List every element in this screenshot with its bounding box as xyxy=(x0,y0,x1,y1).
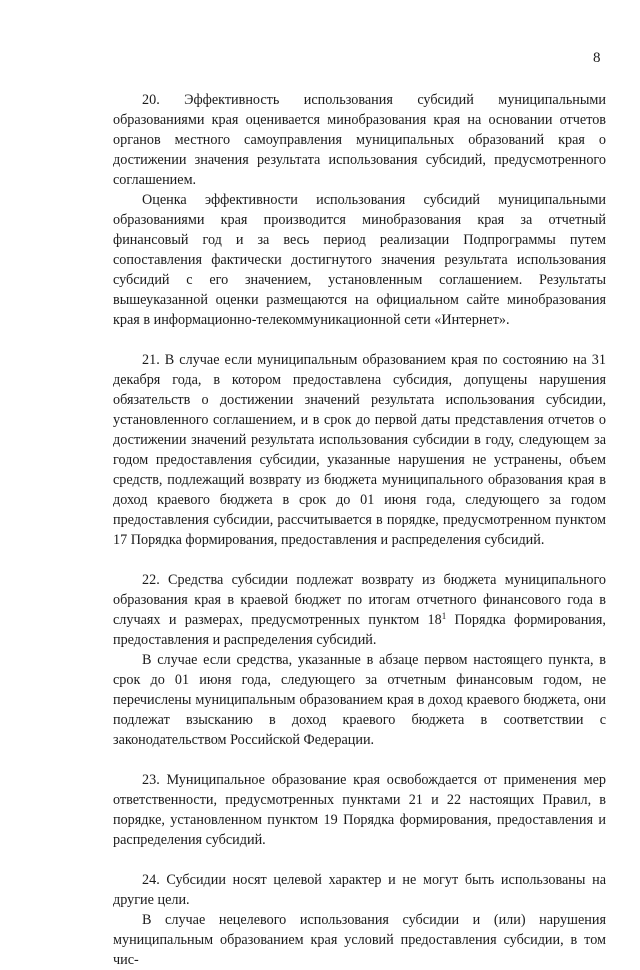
superscript-index: 1 xyxy=(441,611,447,621)
paragraph-21-violations: 21. В случае если муниципальным образованием края по состоянию на 31 декабря года, в котором предоставлена субсидия, допущены нарушения обязательств о достижении значений результата использования субсидии, установленного соглашением, и в срок до первой даты представления отчетов о достижении значений результата использования субсидии в году, следующем за годом предоставления субсидии, указанные нарушения не устранены, объем средств, подлежащий возврату из бюджета муниципального образования края в доход краевого бюджета в срок до 01 июня года, следующего за годом предоставления субсидии, рассчитывается в порядке, предусмотренном пунктом 17 Порядка формирования, предоставления и распределения субсидий. xyxy=(113,352,606,548)
paragraph-20-evaluation: Оценка эффективности использования субсидий муниципальными образованиями края производится минобразования края за отчетный финансовый год и за весь период реализации Подпрограммы путем сопоставления фактически достигнутого значения результата использования субсидий с его значением, установленным соглашением. Результаты вышеуказанной оценки размещаются на официальном сайте минобразования края в информационно-телекоммуникационной сети «Интернет». xyxy=(113,192,606,328)
document-body xyxy=(113,90,606,970)
paragraph-24-purpose: 24. Субсидии носят целевой характер и не могут быть использованы на другие цели. xyxy=(113,872,606,908)
paragraph-22-text-end: Порядка формирования, предоставления и распределения субсидий. xyxy=(113,612,606,648)
paragraph-gap xyxy=(113,330,606,350)
paragraph-24-misuse: В случае нецелевого использования субсидии и (или) нарушения муниципальным образованием края условий предоставления субсидии, в том чис- xyxy=(113,912,606,968)
paragraph-22-recovery: В случае если средства, указанные в абзаце первом настоящего пункта, в срок до 01 июня года, следующего за отчетным финансовым годом, не перечислены муниципальным образованием края в доход краевого бюджета, они подлежат взысканию в доход краевого бюджета в соответствии с законодательством Российской Федерации. xyxy=(113,652,606,748)
paragraph-gap xyxy=(113,550,606,570)
paragraph-23-exemption: 23. Муниципальное образование края освобождается от применения мер ответственности, предусмотренных пунктами 21 и 22 настоящих Правил, в порядке, установленном пунктом 19 Порядка формирования, предоставления и распределения субсидий. xyxy=(113,772,606,848)
paragraph-gap xyxy=(113,750,606,770)
paragraph-gap xyxy=(113,850,606,870)
page-number: 8 xyxy=(593,50,601,66)
paragraph-20-effectiveness: 20. Эффективность использования субсидий муниципальными образованиями края оценивается минобразования края на основании отчетов органов местного самоуправления муниципальных образований края о достижении значения результата использования субсидий, предусмотренного соглашением. xyxy=(113,92,606,188)
paragraph-22-refund xyxy=(113,570,606,650)
paragraph-22-text-start: 22. Средства субсидии подлежат возврату из бюджета муниципального образования края в краевой бюджет по итогам отчетного финансового года в случаях и размерах, предусмотренных пунктом 18 xyxy=(113,572,606,628)
